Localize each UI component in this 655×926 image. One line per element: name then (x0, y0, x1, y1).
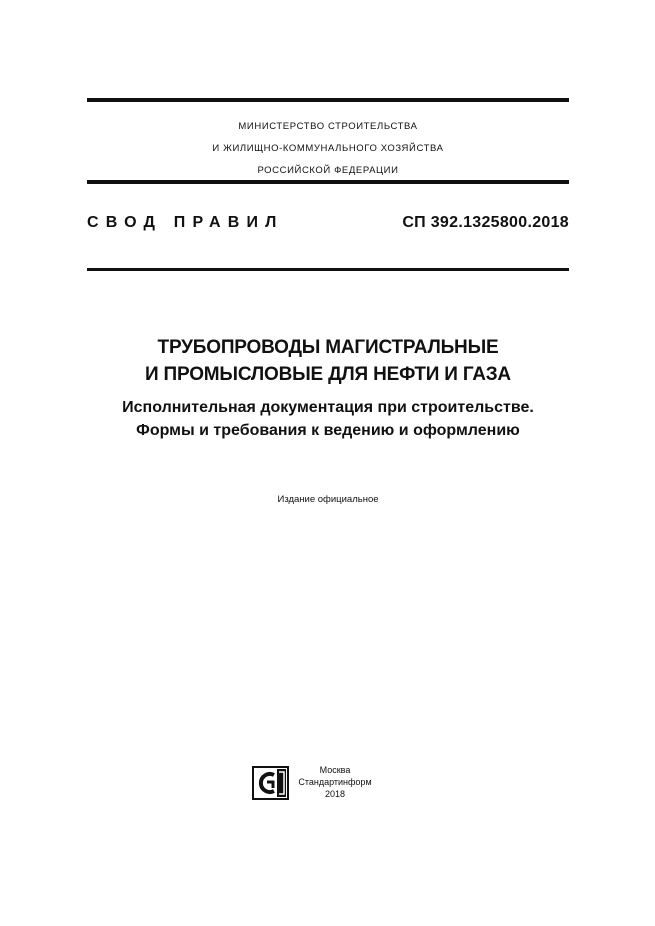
top-rule (87, 98, 569, 102)
ministry-header (87, 116, 569, 182)
publisher-city: Москва (319, 765, 351, 775)
document-type: СВОД ПРАВИЛ (87, 214, 284, 231)
document-title (60, 334, 596, 388)
document-code: СП 392.1325800.2018 (402, 214, 569, 231)
subtitle-line-2: Формы и требования к ведению и оформлению (136, 422, 520, 439)
ministry-line-3: РОССИЙСКОЙ ФЕДЕРАЦИИ (257, 165, 399, 176)
standartinform-logo-icon (252, 766, 289, 800)
publisher-block (252, 764, 402, 804)
publisher-name: Стандартинформ (298, 777, 372, 787)
subtitle-line-1: Исполнительная документация при строительстве. (122, 399, 534, 416)
title-line-1: ТРУБОПРОВОДЫ МАГИСТРАЛЬНЫЕ (157, 337, 499, 358)
title-line-2: И ПРОМЫСЛОВЫЕ ДЛЯ НЕФТИ И ГАЗА (145, 364, 511, 385)
edition-note: Издание официальное (277, 494, 379, 505)
ministry-line-1: МИНИСТЕРСТВО СТРОИТЕЛЬСТВА (238, 121, 418, 132)
publisher-text (294, 764, 376, 800)
document-subtitle (60, 396, 596, 442)
ministry-line-2: И ЖИЛИЩНО-КОММУНАЛЬНОГО ХОЗЯЙСТВА (212, 143, 444, 154)
middle-rule (87, 180, 569, 184)
lower-rule (87, 268, 569, 271)
publisher-year: 2018 (324, 789, 346, 799)
